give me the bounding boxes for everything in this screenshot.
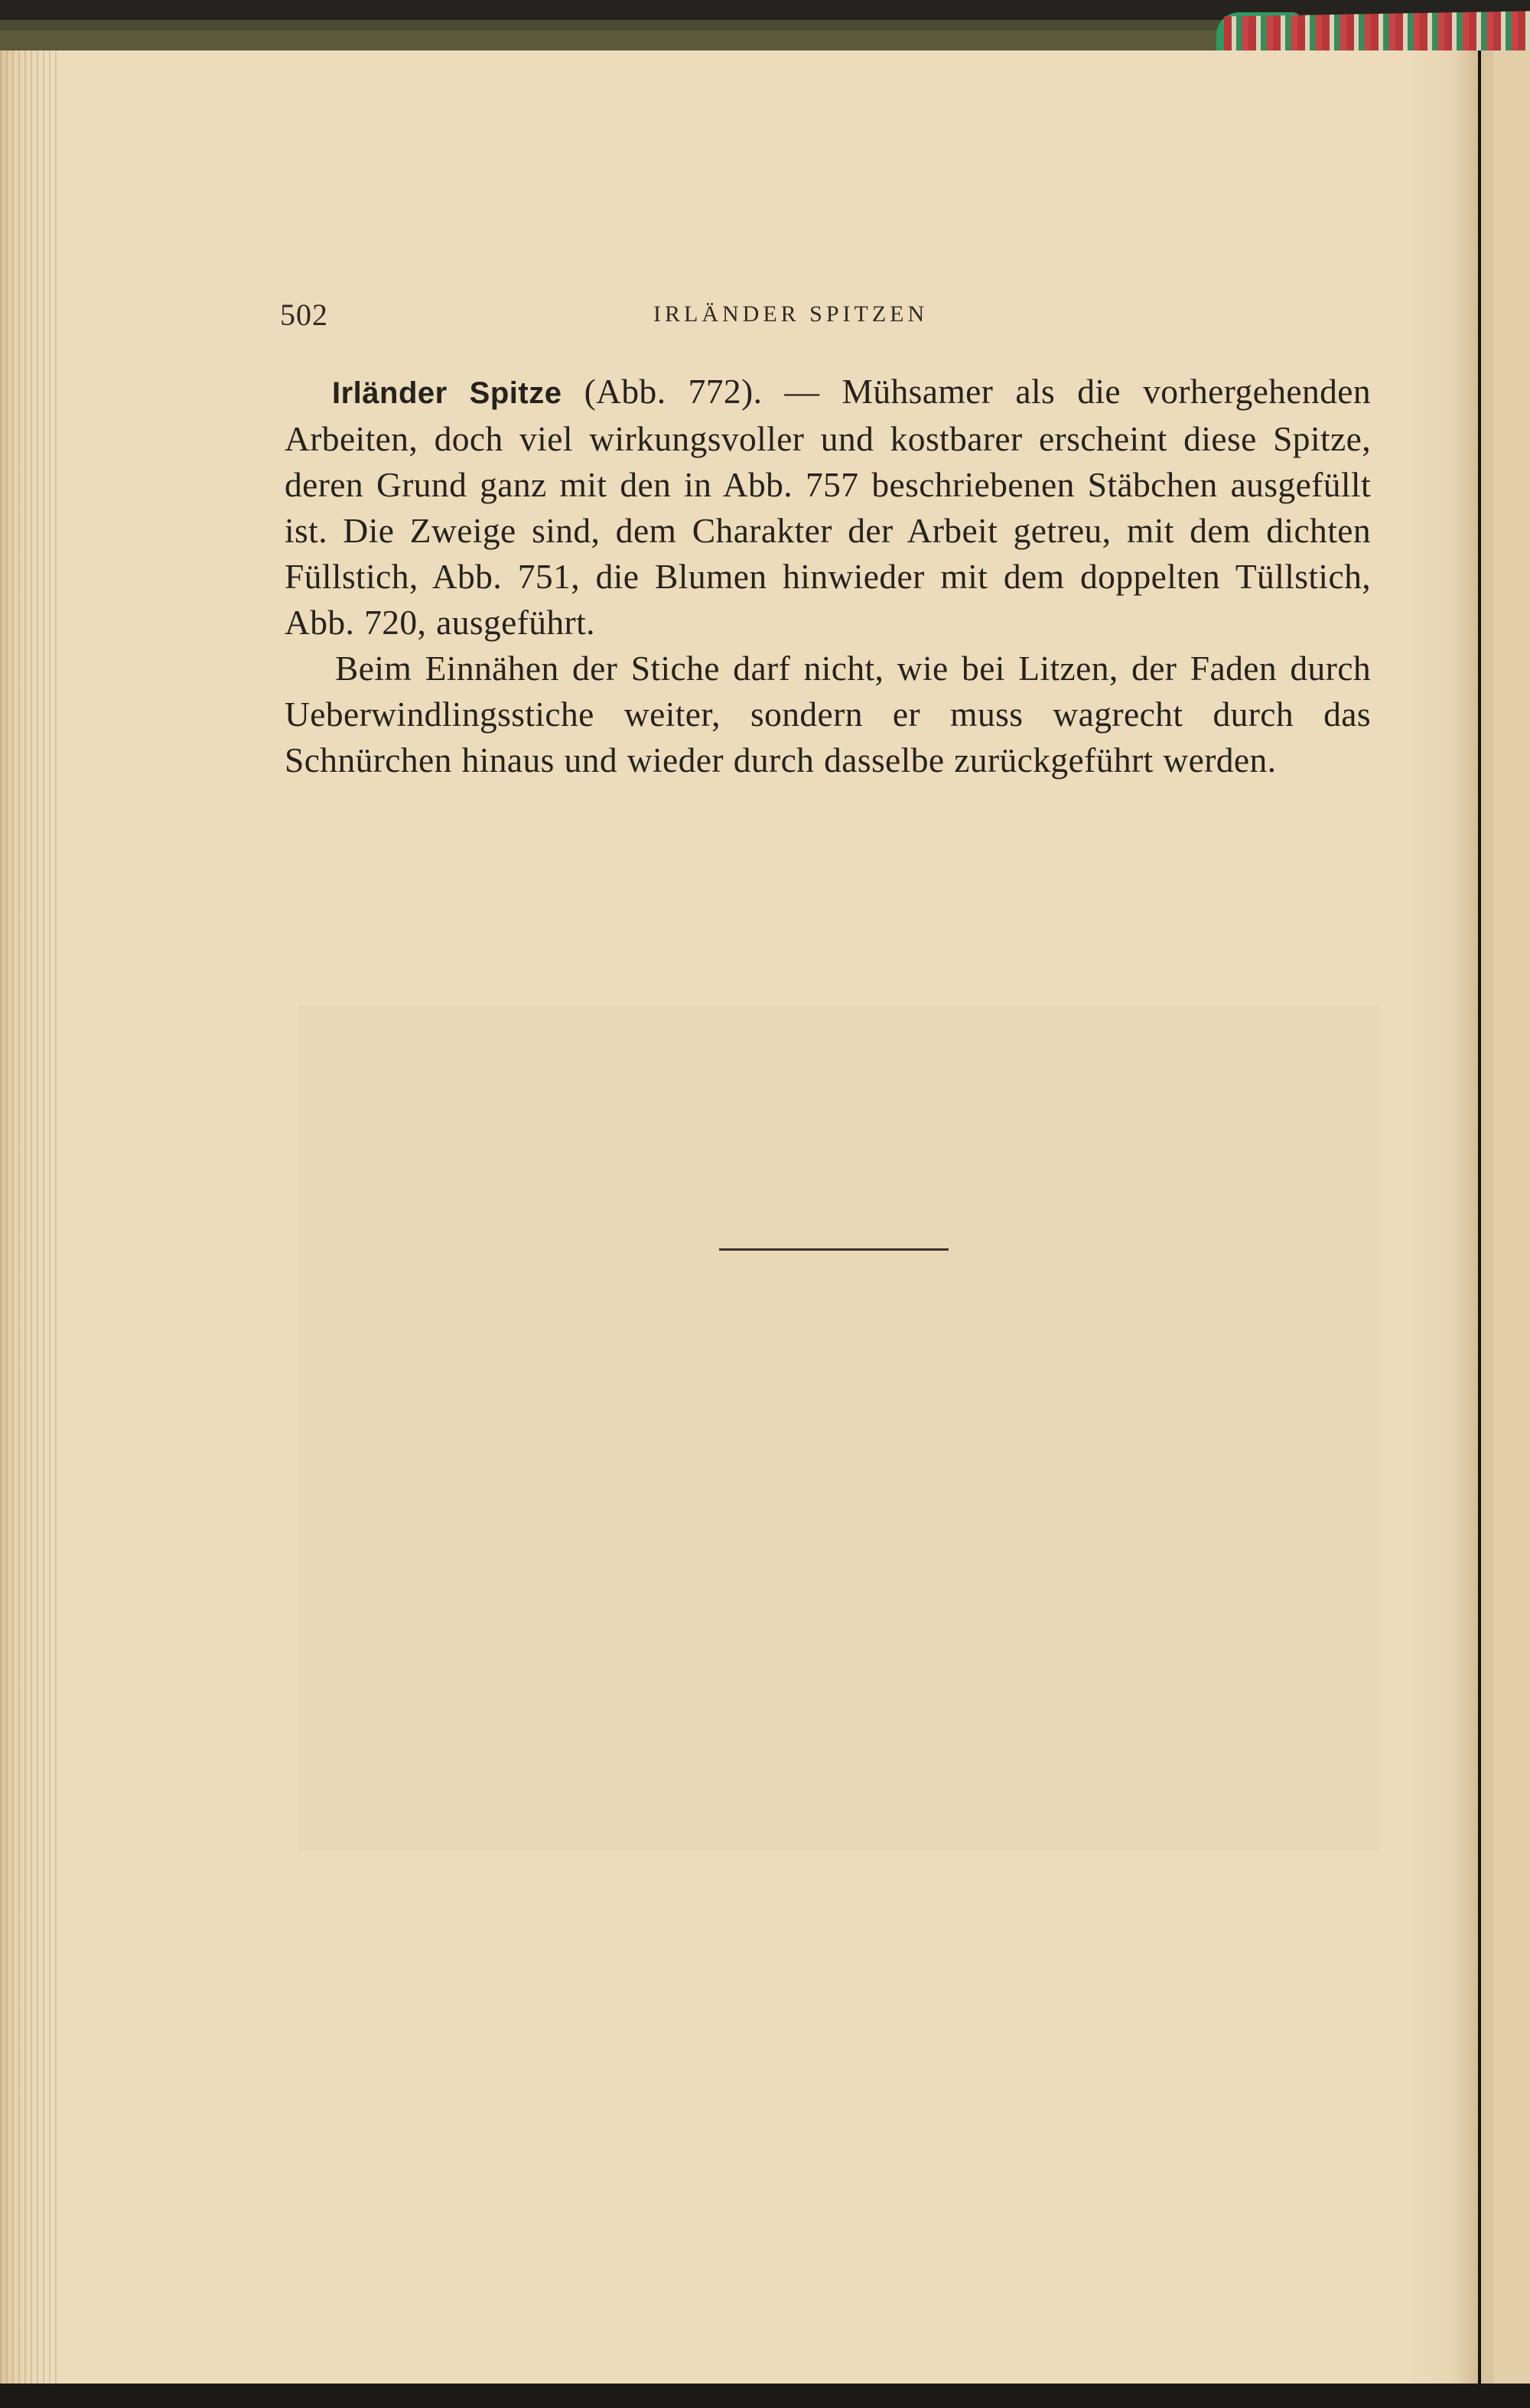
paragraph-1 xyxy=(285,369,1371,646)
paragraph-lead: Irländer Spitze xyxy=(332,376,562,410)
body-text xyxy=(285,369,1371,783)
paragraph-2 xyxy=(285,646,1371,783)
running-title: IRLÄNDER SPITZEN xyxy=(653,301,929,327)
facing-page-edge xyxy=(1478,50,1530,2391)
paragraph-1-text: (Abb. 772). — Mühsamer als die vorhergehenden Arbeiten, doch viel wirkungsvoller und kostbarer erscheint diese Spitze, deren Grund ganz mit den in Abb. 757 beschriebenen Stäbchen ausgefüllt ist. Die Zweige sind, dem Charakter der Arbeit getreu, mit dem dichten Füllstich, Abb. 751, die Blumen hinwieder mit dem doppelten Tüllstich, Abb. 720, ausgeführt. xyxy=(285,372,1371,642)
section-divider-rule xyxy=(719,1248,949,1251)
paragraph-2-text: Beim Einnähen der Stiche darf nicht, wie bei Litzen, der Faden durch Ueberwindlingsstiche weiter, sondern er muss wagrecht durch das Schnürchen hinaus und wieder durch dasselbe zurückgeführt werden. xyxy=(285,649,1371,779)
page-number: 502 xyxy=(280,298,328,332)
bottom-edge xyxy=(0,2384,1530,2408)
page-block-edges xyxy=(0,50,61,2387)
running-head xyxy=(280,297,1405,338)
bookmark-ribbon xyxy=(1224,11,1530,57)
show-through-area xyxy=(298,1005,1380,1851)
